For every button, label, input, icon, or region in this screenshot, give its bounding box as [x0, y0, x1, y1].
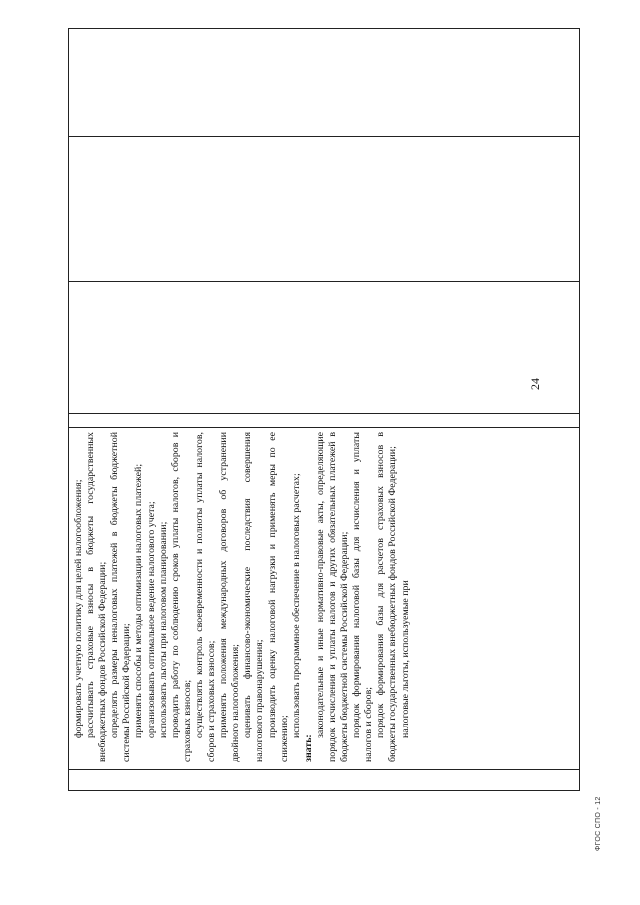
skill-item: налоговые льготы, используемые при [399, 580, 411, 738]
table-column-skills [69, 427, 579, 770]
skill-item: применять положения международных договоров об устранении двойного налогообложения; [218, 432, 242, 762]
skill-item: порядок формирования налоговой базы для исчисления и уплаты налогов и сборов; [351, 432, 375, 762]
skill-item: применять способы и методы оптимизации налоговых платежей; [133, 463, 145, 738]
skill-item: законодательные и иные нормативно-правовые акты, определяющие порядок исчисления и уплаты налогов и других обязательных платежей в бюджеты бюджетной системы Российской Федерации; [314, 432, 351, 762]
skill-item: определять размеры неналоговых платежей в бюджеты бюджетной системы Российской Федерации; [109, 432, 133, 762]
page-number: 24 [528, 378, 542, 390]
skill-item: использовать программное обеспечение в налоговых расчетах; [290, 473, 302, 738]
table-column-4 [69, 136, 579, 282]
skill-item: оценивать финансово-экономические последствия совершения налогового правонарушения; [242, 432, 266, 762]
table-column-narrow [69, 413, 579, 428]
skill-item: организовывать оптимальное ведение налогового учета; [145, 501, 157, 738]
skill-item: рассчитывать страховые взносы в бюджеты государственных внебюджетных фондов Российской Федерации; [85, 432, 109, 762]
skill-item: осуществлять контроль своевременности и полноты уплаты налогов, сборов и страховых взносов; [193, 432, 218, 762]
section-heading: знать: [302, 734, 314, 762]
skill-item: производить оценку налоговой нагрузки и применять меры по ее снижению; [266, 432, 290, 762]
table-column-code [69, 770, 579, 790]
competency-table [68, 28, 580, 791]
document-footer: ФГОС СПО - 12 [595, 796, 602, 851]
skill-item: порядок формирования базы для расчетов страховых взносов в бюджеты государственных внебюджетных фондов Российской Федерации; [375, 432, 399, 762]
table-column-3 [69, 281, 579, 414]
table-column-5 [69, 26, 579, 137]
rotated-page [68, 28, 602, 851]
skill-item: использовать льготы при налоговом планировании; [157, 521, 169, 738]
skill-item: проводить работу по соблюдению сроков уплаты налогов, сборов и страховых взносов; [169, 432, 193, 762]
skills-list [69, 426, 412, 769]
skill-item: формировать учетную политику для целей налогообложения; [73, 479, 84, 738]
